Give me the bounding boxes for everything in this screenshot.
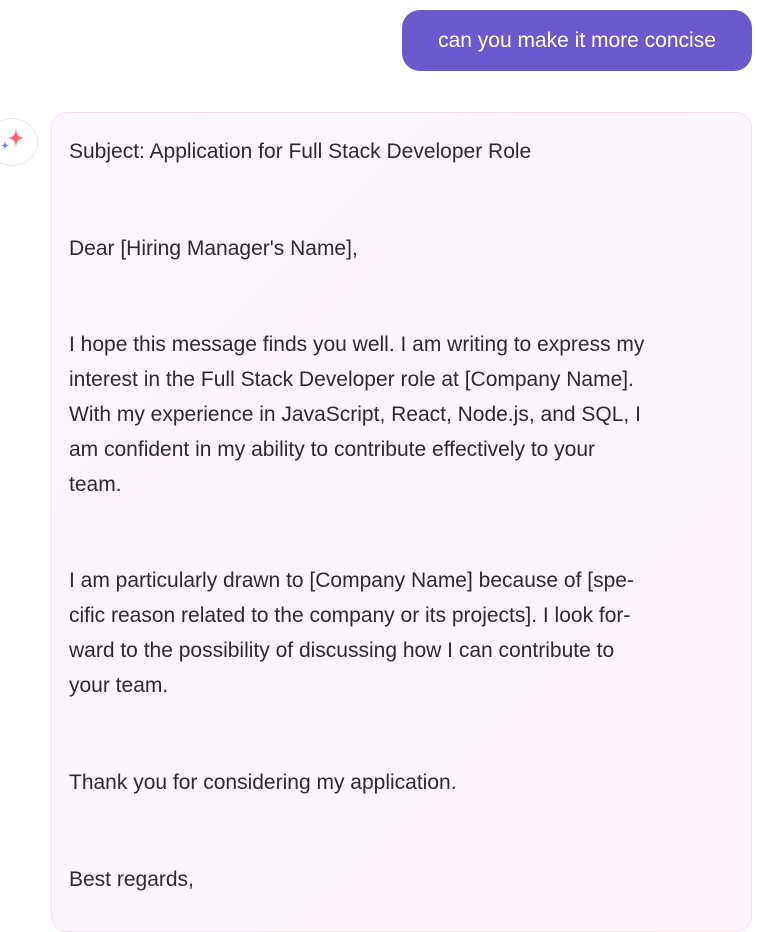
assistant-avatar (0, 118, 38, 166)
email-body-line: your team. (69, 674, 169, 697)
assistant-response-card (51, 112, 752, 932)
email-body-line: team. (69, 473, 122, 496)
email-closing-line: Thank you for considering my application. (69, 771, 457, 794)
email-body-line: With my experience in JavaScript, React, Node.js, and SQL, I (69, 403, 641, 426)
email-body-line: interest in the Full Stack Developer role at [Company Name]. (69, 368, 634, 391)
email-body-line: cific reason related to the company or its projects]. I look for- (69, 604, 631, 627)
user-message-bubble: can you make it more concise (402, 10, 752, 71)
email-body-line: ward to the possibility of discussing how I can contribute to (69, 639, 615, 662)
email-subject: Subject: Application for Full Stack Developer Role (69, 140, 532, 163)
sparkle-icon (0, 129, 27, 155)
email-body-line: I hope this message finds you well. I am writing to express my (69, 333, 645, 356)
email-body-line: am confident in my ability to contribute effectively to your (69, 438, 596, 461)
email-body-line: I am particularly drawn to [Company Name] because of [spe- (69, 569, 634, 592)
email-signoff: Best regards, (69, 868, 194, 891)
email-greeting: Dear [Hiring Manager's Name], (69, 237, 358, 260)
